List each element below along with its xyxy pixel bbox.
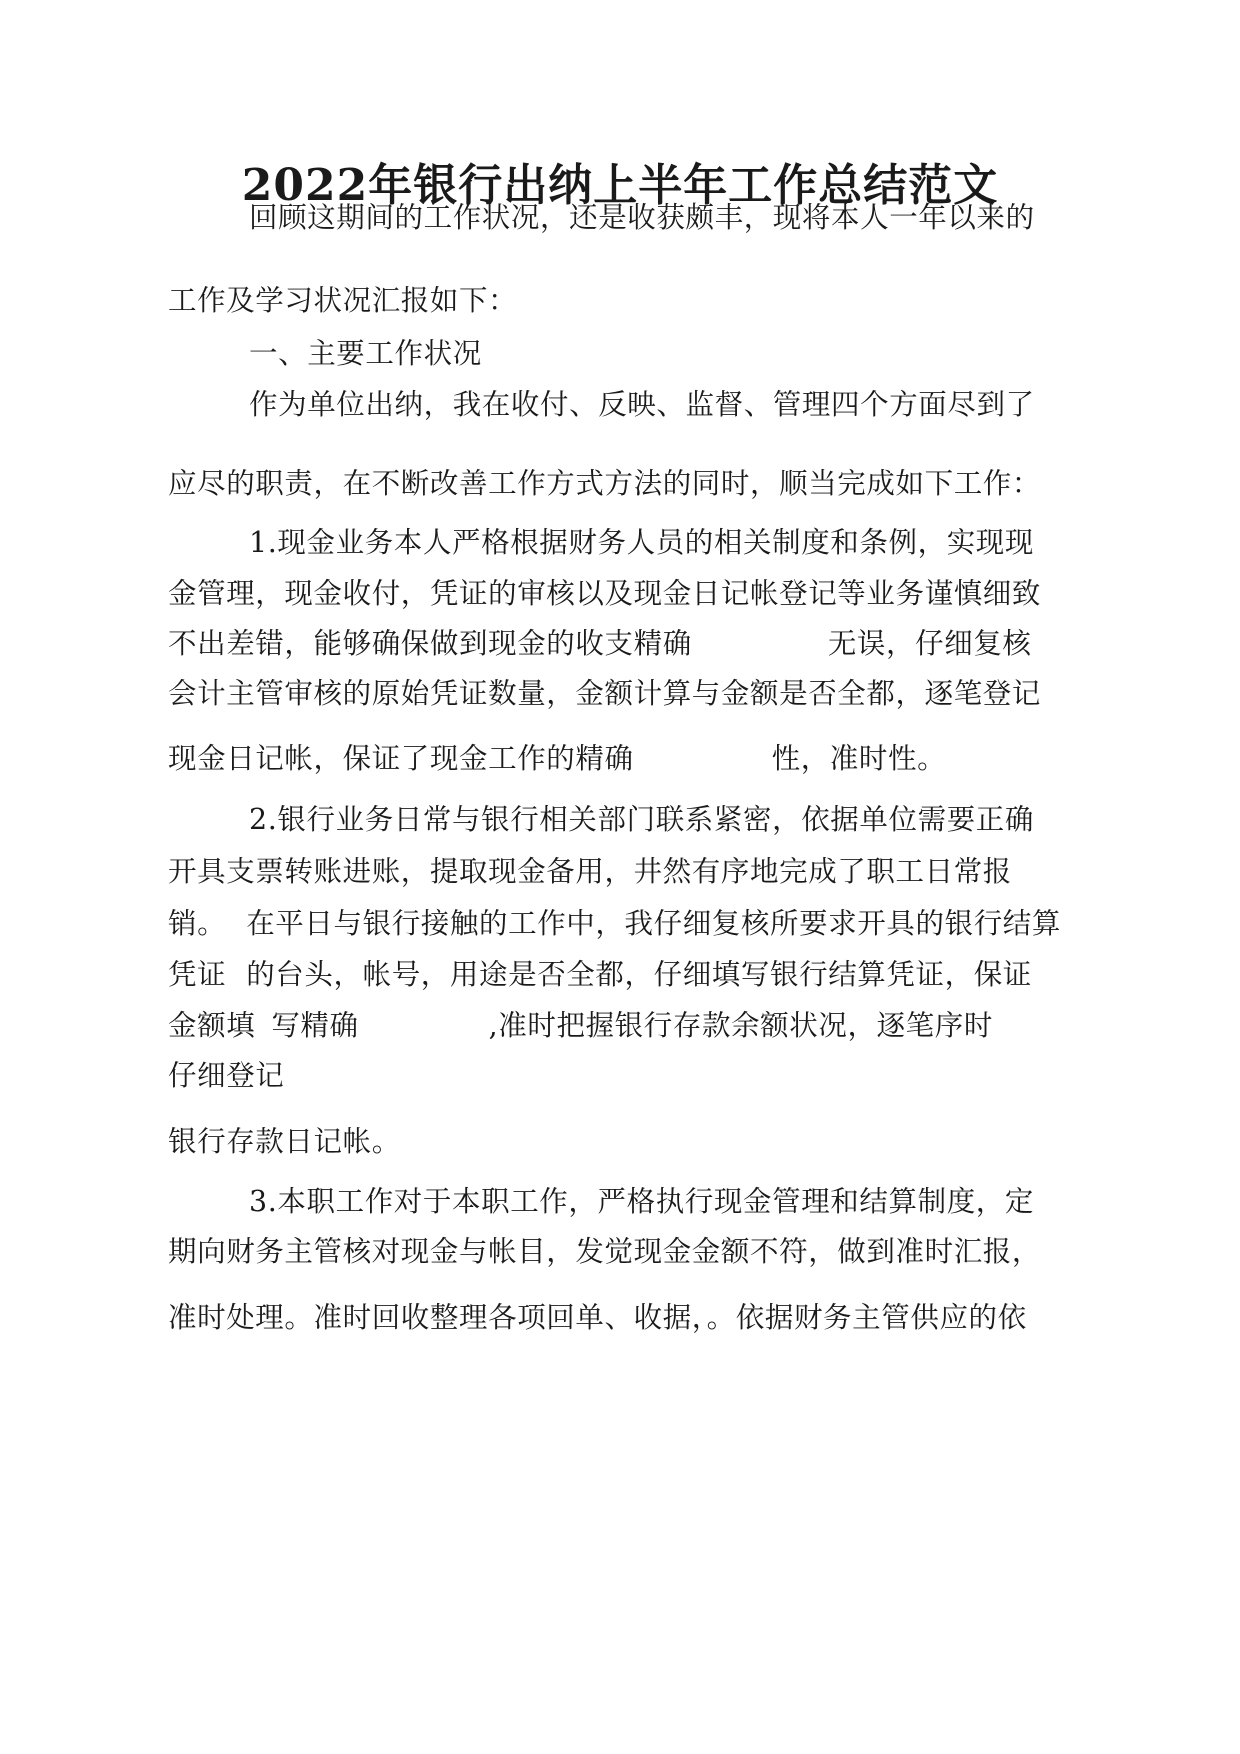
text-segment: 应尽的职责，在不断改善工作方式方法的同时，顺当完成如下工作：	[168, 467, 1042, 500]
text-segment: ,准时把握银行存款余额状况，逐笔序时	[488, 1009, 993, 1042]
paragraph-line	[168, 1232, 1041, 1272]
text-segment: 期向财务主管核对现金与帐目，发觉现金金额不符，做到准时汇报，	[168, 1235, 1042, 1268]
paragraph-line	[168, 904, 1061, 944]
paragraph-line	[249, 800, 1034, 840]
paragraph-line	[168, 739, 946, 779]
text-segment: 凭证	[168, 958, 227, 991]
text-segment: 3.本职工作对于本职工作，严格执行现金管理和结算制度，定	[249, 1185, 1034, 1218]
text-segment: 一、主要工作状况	[249, 337, 482, 370]
text-segment: 无误，仔细复核	[827, 627, 1032, 660]
text-segment: 仔细登记	[168, 1059, 285, 1092]
document-title: 2022年银行出纳上半年工作总结范文	[241, 160, 999, 211]
text-segment: 开具支票转账进账，提取现金备用，井然有序地完成了职工日常报	[168, 855, 1012, 888]
paragraph-line	[168, 1298, 1027, 1338]
text-segment: 在平日与银行接触的工作中，我仔细复核所要求开具的银行结算	[246, 907, 1062, 940]
text-segment: 金额填	[168, 1009, 256, 1042]
paragraph-line	[249, 1182, 1034, 1222]
text-segment: 回顾这期间的工作状况，还是收获颇丰，现将本人一年以来的	[249, 201, 1035, 234]
text-segment: 作为单位出纳，我在收付、反映、监督、管理四个方面尽到了	[249, 388, 1035, 421]
text-segment: 现金日记帐，保证了现金工作的精确	[168, 742, 634, 775]
paragraph-line	[249, 523, 1034, 563]
text-segment: 金管理，现金收付，凭证的审核以及现金日记帐登记等业务谨慎细致	[168, 577, 1042, 610]
text-segment: 会计主管审核的原始凭证数量，金额计算与金额是否全都，逐笔登记	[168, 677, 1042, 710]
paragraph-line	[168, 281, 517, 321]
text-segment: 性，准时性。	[771, 742, 947, 775]
paragraph-line	[168, 574, 1041, 614]
text-segment: 的台头，帐号，用途是否全都，仔细填写银行结算凭证，保证	[246, 958, 1032, 991]
paragraph-line	[168, 852, 1012, 892]
paragraph-line	[168, 1056, 284, 1096]
paragraph-line	[249, 385, 1035, 425]
text-segment: 销。	[168, 907, 227, 940]
text-segment: 银行存款日记帐。	[168, 1125, 401, 1158]
text-segment: 工作及学习状况汇报如下：	[168, 284, 518, 317]
text-segment: 准时处理。准时回收整理各项回单、收据，。依据财务主管供应的依	[168, 1301, 1027, 1334]
text-segment: 不出差错，能够确保做到现金的收支精确	[168, 627, 692, 660]
text-segment: 2.银行业务日常与银行相关部门联系紧密，依据单位需要正确	[249, 803, 1034, 836]
paragraph-line	[168, 674, 1041, 714]
paragraph-line	[168, 464, 1041, 504]
text-segment: 1.现金业务本人严格根据财务人员的相关制度和条例，实现现	[249, 526, 1034, 559]
paragraph-line	[168, 624, 1032, 664]
paragraph-line	[168, 1006, 993, 1046]
section-heading	[249, 334, 482, 374]
paragraph-line	[168, 1122, 401, 1162]
text-segment: 写精确	[271, 1009, 359, 1042]
paragraph-line	[249, 198, 1035, 238]
paragraph-line	[168, 955, 1032, 995]
